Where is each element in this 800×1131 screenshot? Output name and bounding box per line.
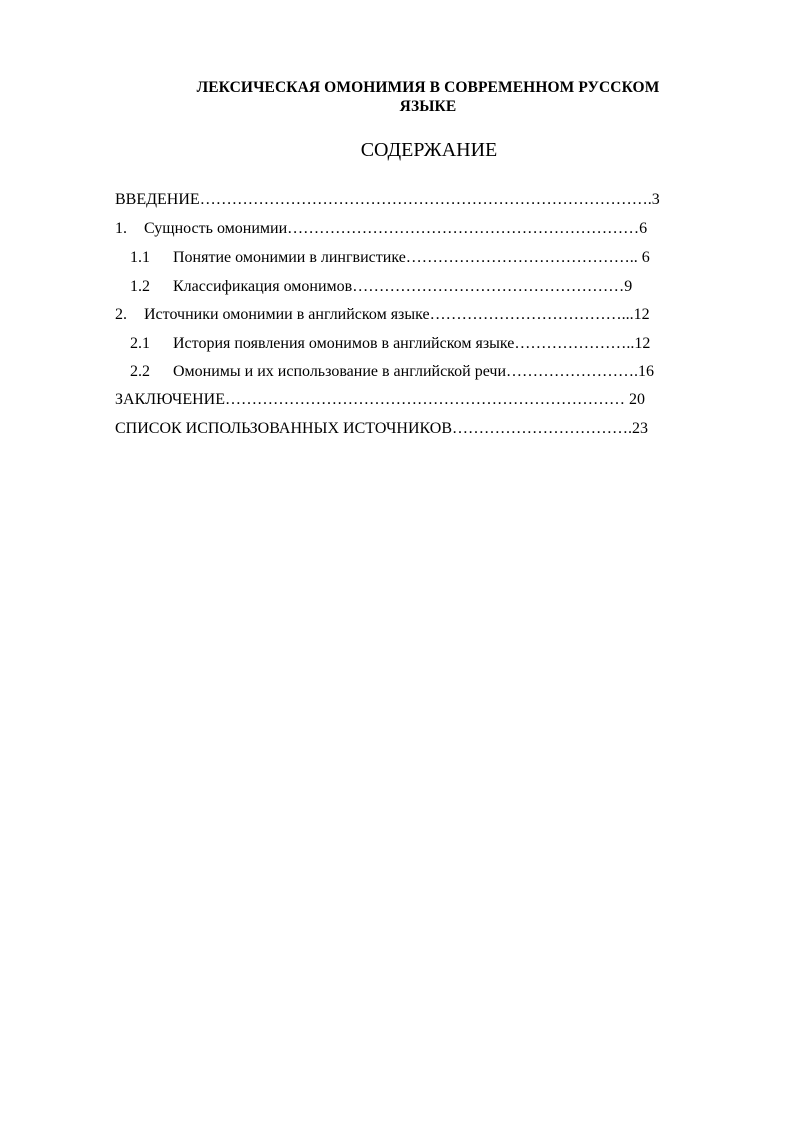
toc-heading: СОДЕРЖАНИЕ: [360, 139, 498, 161]
toc-entry-text: СПИСОК ИСПОЛЬЗОВАННЫХ ИСТОЧНИКОВ…………………………….23: [115, 420, 649, 437]
toc-entry-text: Понятие омонимии в лингвистике…………………………………….. 6: [173, 249, 650, 266]
document-title-line-2: ЯЗЫКЕ: [399, 98, 457, 115]
toc-entry-number: 2.1: [130, 335, 150, 352]
toc-entry-text: Источники омонимии в английском языке………………………………...12: [144, 306, 650, 323]
toc-entry-text: ВВЕДЕНИЕ………………………………………………………………………….3: [115, 191, 660, 208]
toc-entry-number: 1.: [115, 220, 127, 237]
toc-entry-text: Омонимы и их использование в английской речи…………………….16: [173, 363, 655, 380]
toc-entry-number: 2.: [115, 306, 127, 323]
toc-entry-text: Сущность омонимии…………………………………………………………6: [144, 220, 648, 237]
toc-entry-text: История появления омонимов в английском языке…………………..12: [173, 335, 651, 352]
toc-entry-number: 1.2: [130, 278, 150, 295]
toc-entry-text: Классификация омонимов……………………………………………9: [173, 278, 633, 295]
toc-entry-number: 1.1: [130, 249, 150, 266]
document-title-line-1: ЛЕКСИЧЕСКАЯ ОМОНИМИЯ В СОВРЕМЕННОМ РУССКОМ: [196, 79, 660, 96]
toc-entry-text: ЗАКЛЮЧЕНИЕ………………………………………………………………… 20: [115, 391, 645, 408]
toc-entry-number: 2.2: [130, 363, 150, 380]
